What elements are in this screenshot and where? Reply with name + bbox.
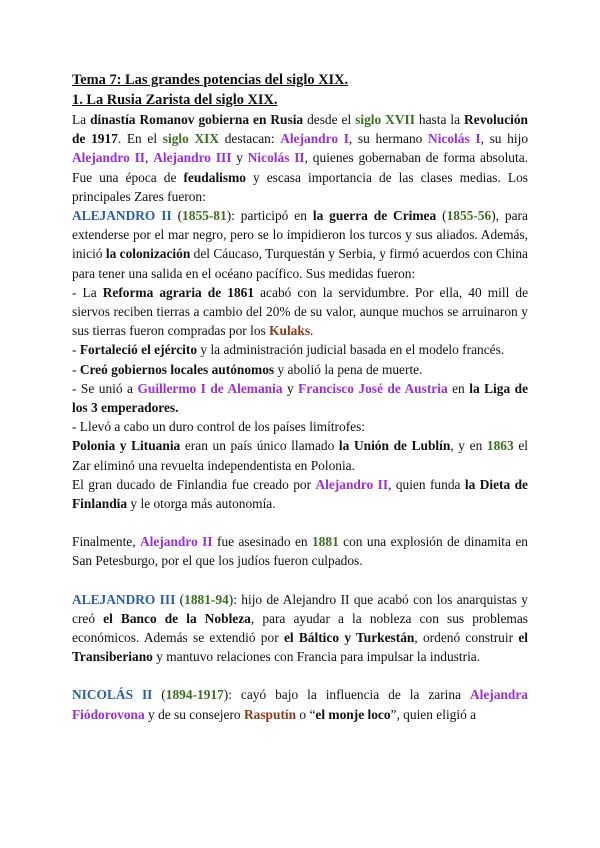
poland-lithuania-paragraph: Polonia y Lituania eran un país único llamado la Unión de Lublín, y en 1863 el Zar eliminó una revuelta independentista en Polonia. [72,438,528,473]
spacer [72,666,528,685]
measure-agrarian-reform: - La Reforma agraria de 1861 acabó con la servidumbre. Por ella, 40 mill de siervos reciben tierras a cambio del 20% de su valor, aunque muchos se arruinaron y sus tierras fueron compradas por los Kulaks. [72,284,529,339]
alejandro-ii-paragraph: ALEJANDRO II (1855-81): participó en la guerra de Crimea (1855-56), para extenderse por el mar negro, pero se lo impidieron los turcos y sus aliados. Además, inició la colonización del Cáucaso, Turquestán y Serbia, y firmó acuerdos con China para tener una salida en el océano pacífico. Sus medidas fueron: [72,208,528,281]
measure-border-control: - Llevó a cabo un duro control de los países limítrofes: [72,419,366,435]
alejandro-iii-paragraph: ALEJANDRO III (1881-94): hijo de Alejandro II que acabó con los anarquistas y creó el Banco de la Nobleza, para ayudar a la nobleza con sus problemas económicos. Además se extendió por el Báltico y Turkestán, ordenó construir el Transiberiano y mantuvo relaciones con Francia para impulsar la industria. [72,591,528,665]
section-heading: 1. La Rusia Zarista del siglo XIX. [72,92,278,108]
nicolas-ii-paragraph: NICOLÁS II (1894-1917): cayó bajo la influencia de la zarina Alejandra Fiódorovona y de su consejero Rasputín o “el monje loco”, quien eligió a [72,687,528,722]
document-title: Tema 7: Las grandes potencias del siglo XIX. [72,72,349,88]
assassination-paragraph: Finalmente, Alejandro II fue asesinado en 1881 con una explosión de dinamita en San Petesburgo, por el que los judíos fueron culpados. [72,534,528,569]
measure-local-governments: - Creó gobiernos locales autónomos y abolió la pena de muerte. [72,361,423,377]
intro-paragraph: La dinastía Romanov gobierna en Rusia desde el siglo XVII hasta la Revolución de 1917. En el siglo XIX destacan: Alejandro I, su hermano Nicolás I, su hijo Alejandro II, Alejandro III y Nicolás II, quienes gobernaban de forma absoluta. Fue una época de feudalismo y escasa importancia de las clases medias. Los principales Zares fueron: [72,112,529,204]
measure-army: - Fortaleció el ejército y la administración judicial basada en el modelo francés. [72,342,505,358]
finland-paragraph: El gran ducado de Finlandia fue creado por Alejandro II, quien funda la Dieta de Finlandia y le otorga más autonomía. [72,476,528,512]
measure-three-emperors-league: - Se unió a Guillermo I de Alemania y Francisco José de Austria en la Liga de los 3 emperadores. [72,380,529,416]
spacer [72,571,528,590]
spacer [72,513,528,532]
